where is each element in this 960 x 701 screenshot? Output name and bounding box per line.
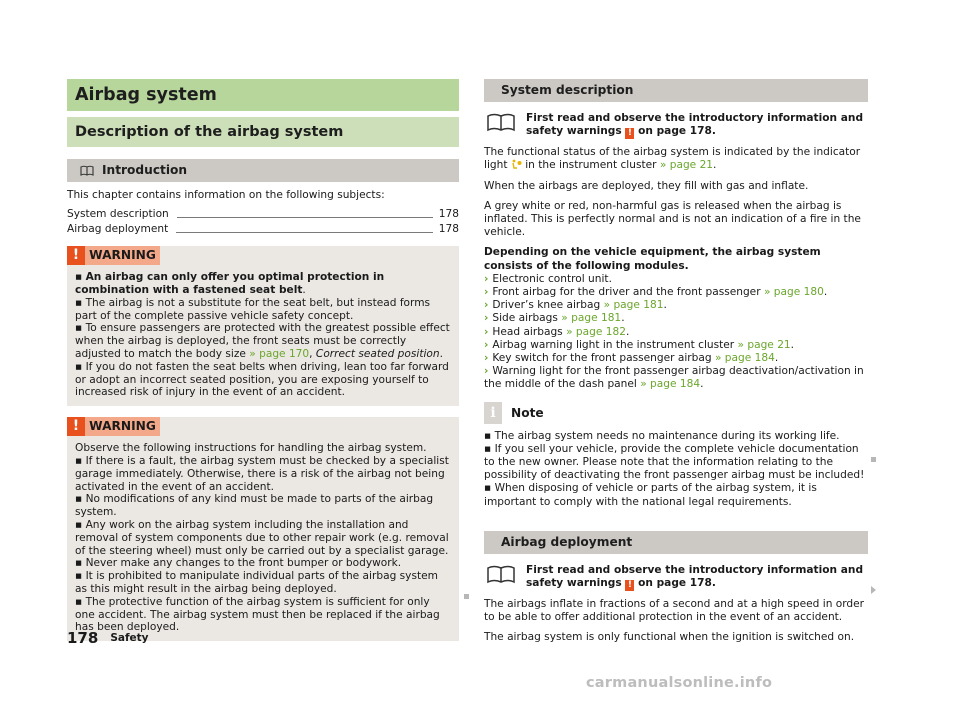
paragraph: The airbags inflate in fractions of a second and at a high speed in order to be able to offer additional protection in the event of an accident. <box>484 598 865 624</box>
section-end-marker <box>871 457 876 462</box>
page-link[interactable]: » page 181 <box>603 299 664 312</box>
warning-paragraph: ▪ If there is a fault, the airbag system must be checked by a specialist garage immediately. Otherwise, there is a risk of the airbag not being activated in the event of an accident. <box>75 454 449 493</box>
section-end-marker <box>464 594 469 599</box>
page-link[interactable]: » page 21 <box>659 159 714 172</box>
page-number: 178 <box>67 629 99 647</box>
warning-header <box>67 417 459 436</box>
warning-paragraph: ▪ Never make any changes to the front bumper or bodywork. <box>75 557 402 570</box>
warning-box-1 <box>67 246 459 406</box>
book-icon <box>486 564 516 586</box>
list-item: › Airbag warning light in the instrument cluster » page 21. <box>484 338 795 351</box>
airbag-deployment-heading: Airbag deployment <box>484 531 868 554</box>
list-item: › Head airbags » page 182. <box>484 325 630 338</box>
toc-label: Airbag deployment <box>67 223 169 236</box>
paragraph: A grey white or red, non-harmful gas is released when the airbag is inflated. This is perfectly normal and is not an indication of a fire in the vehicle. <box>484 199 861 239</box>
warning-paragraph: Observe the following instructions for handling the airbag system. <box>75 442 427 455</box>
list-item: › Key switch for the front passenger airbag » page 184. <box>484 352 779 365</box>
page-link[interactable]: » page 180 <box>763 286 824 299</box>
table-of-contents <box>67 208 459 236</box>
toc-leader <box>177 217 433 218</box>
note-paragraph: ▪ If you sell your vehicle, provide the complete vehicle documentation to the new owner. Please note that the information relating to the possibility of deactivating the front passenger airbag must be included! <box>484 442 865 482</box>
list-item: › Driver’s knee airbag » page 181. <box>484 299 667 312</box>
page-link[interactable]: » page 184 <box>640 378 701 391</box>
info-icon: i <box>484 402 502 424</box>
warning-box-2 <box>67 417 459 641</box>
toc-leader <box>176 232 433 233</box>
warning-exclamation-icon: ! <box>625 580 634 591</box>
toc-entry-airbag-deployment[interactable] <box>67 223 459 236</box>
warning-label: WARNING <box>85 417 160 436</box>
module-list <box>484 273 868 392</box>
paragraph: The functional status of the airbag system is indicated by the indicator light in the instrument cluster » page 21. <box>484 146 861 172</box>
book-icon <box>486 112 516 134</box>
warning-label: WARNING <box>85 246 160 265</box>
warning-paragraph: ▪ Any work on the airbag system including the installation and removal of system components due to other repair work (e.g. removal of the steering wheel) must only be carried out by a specialist garage. <box>75 518 449 557</box>
warning-header <box>67 246 459 265</box>
book-icon <box>80 165 94 176</box>
note-body <box>484 430 868 509</box>
list-item: › Electronic control unit. <box>484 272 612 285</box>
continue-arrow-icon <box>871 586 876 594</box>
page-link[interactable]: » page 182 <box>566 325 626 338</box>
airbag-indicator-icon <box>511 159 522 169</box>
warning-exclamation-icon: ! <box>625 128 634 139</box>
paragraph: When the airbags are deployed, they fill with gas and inflate. <box>484 179 809 192</box>
note-label: Note <box>511 405 544 420</box>
page-link[interactable]: » page 170 <box>249 347 310 360</box>
first-read-text: First read and observe the introductory information and safety warnings ! on page 178. <box>526 563 864 591</box>
warning-body <box>67 265 459 399</box>
right-column <box>484 79 868 645</box>
warning-paragraph: ▪ If you do not fasten the seat belts when driving, lean too far forward or adopt an incorrect seated position, you are exposing yourself to increased risk of injury in the event of an accident. <box>75 360 449 399</box>
list-item: › Warning light for the front passenger airbag deactivation/activation in the middle of the dash panel » page 184. <box>484 365 864 391</box>
section-title: Description of the airbag system <box>67 117 459 147</box>
paragraph: The airbag system is only functional when the ignition is switched on. <box>484 631 855 644</box>
paragraph-bold: Depending on the vehicle equipment, the airbag system consists of the following modules. <box>484 246 821 272</box>
warning-body <box>67 436 459 634</box>
note-paragraph: ▪ When disposing of vehicle or parts of the airbag system, it is important to comply with the national legal requirements. <box>484 482 817 508</box>
system-description-heading: System description <box>484 79 868 102</box>
warning-exclamation-icon: ! <box>67 417 85 436</box>
note-paragraph: ▪ The airbag system needs no maintenance during its working life. <box>484 429 840 442</box>
note-header <box>484 402 868 424</box>
warning-paragraph: ▪ The airbag is not a substitute for the seat belt, but instead forms part of the complete passive vehicle safety concept. <box>75 296 431 322</box>
warning-paragraph: ▪ It is prohibited to manipulate individual parts of the airbag system as this might result in the airbag being deployed. <box>75 570 438 595</box>
list-item: › Side airbags » page 181. <box>484 312 625 325</box>
left-column <box>67 79 459 641</box>
warning-exclamation-icon: ! <box>67 246 85 265</box>
page-footer <box>67 629 149 647</box>
watermark: carmanualsonline.info <box>586 675 773 691</box>
page-link[interactable]: » page 181 <box>561 312 622 325</box>
intro-text: This chapter contains information on the following subjects: <box>67 189 385 201</box>
toc-page: 178 <box>438 208 459 221</box>
first-read-text: First read and observe the introductory information and safety warnings ! on page 178. <box>526 112 864 139</box>
page-link[interactable]: » page 21 <box>737 338 791 351</box>
toc-entry-system-description[interactable] <box>67 208 459 221</box>
chapter-title: Airbag system <box>67 79 459 111</box>
section-name: Safety <box>110 632 149 644</box>
first-read-notice <box>484 112 868 139</box>
list-item: › Front airbag for the driver and the front passenger » page 180. <box>484 286 828 299</box>
warning-paragraph: ▪ To ensure passengers are protected with the greatest possible effect when the airbag is deployed, the front seats must be correctly adjusted to match the body size » page 170, Correct seated position. <box>75 322 450 360</box>
first-read-notice <box>484 564 868 591</box>
toc-label: System description <box>67 208 169 221</box>
page-link[interactable]: » page 184 <box>714 352 775 365</box>
warning-paragraph: ▪ No modifications of any kind must be made to parts of the airbag system. <box>75 493 434 519</box>
warning-paragraph: ▪ An airbag can only offer you optimal protection in combination with a fastened seat belt. <box>75 271 385 296</box>
warning-paragraph: ▪ The protective function of the airbag system is sufficient for only one accident. The airbag system must then be replaced if the airbag has been deployed. <box>75 595 440 634</box>
toc-page: 178 <box>438 223 459 236</box>
introduction-heading <box>67 159 459 182</box>
introduction-label: Introduction <box>102 163 188 177</box>
